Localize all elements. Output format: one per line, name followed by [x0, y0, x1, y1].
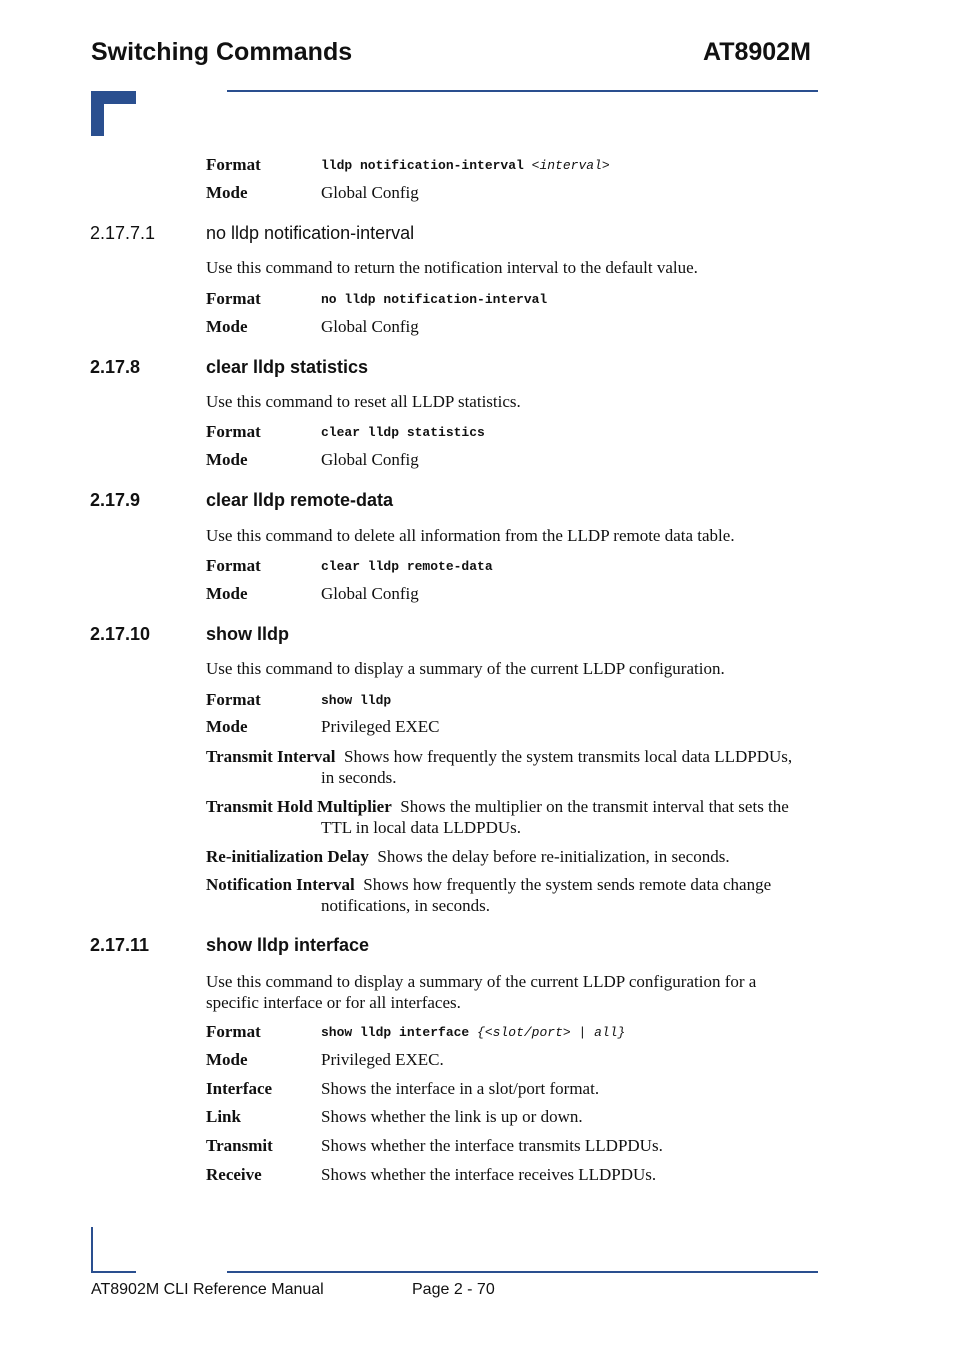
corner-mark-bottom [91, 1227, 136, 1273]
field-description: Shows the interface in a slot/port format. [321, 1079, 600, 1098]
format-label: Format [206, 556, 261, 575]
field-description: Shows the multiplier on the transmit interval that sets the [400, 797, 789, 816]
field-term: Re-initialization Delay [206, 847, 369, 866]
field-definition [206, 746, 792, 788]
mode-label: Mode [206, 317, 248, 336]
section-number: 2.17.9 [90, 490, 141, 510]
field-description-cont: TTL in local data LLDPDUs. [321, 818, 522, 837]
mode-label: Mode [206, 717, 248, 736]
format-command: clear lldp statistics [321, 425, 485, 440]
format-command: clear lldp remote-data [321, 559, 493, 574]
field-description: Shows whether the interface receives LLDPDUs. [321, 1165, 657, 1184]
field-term: Transmit Hold Multiplier [206, 797, 392, 816]
section-title: show lldp interface [206, 935, 370, 955]
field-definition [206, 846, 730, 867]
top-format-command: lldp notification-interval <interval> [321, 158, 610, 173]
mode-label: Mode [206, 450, 248, 469]
mode-value: Global Config [321, 317, 419, 336]
format-command: show lldp interface {<slot/port> | all} [321, 1025, 626, 1040]
section-title: no lldp notification-interval [206, 223, 415, 243]
field-description-cont: in seconds. [321, 768, 397, 787]
field-term-interface: Interface [206, 1079, 273, 1098]
section-description: Use this command to reset all LLDP statistics. [206, 392, 521, 411]
format-label: Format [206, 422, 261, 441]
header-rule [227, 90, 818, 92]
section-number: 2.17.10 [90, 624, 151, 644]
format-command: show lldp [321, 693, 392, 708]
section-number: 2.17.11 [90, 935, 150, 955]
field-description-cont: notifications, in seconds. [321, 896, 491, 915]
field-term: Transmit Interval [206, 747, 336, 766]
section-title: show lldp [206, 624, 289, 644]
mode-value: Privileged EXEC. [321, 1050, 444, 1069]
mode-label: Mode [206, 584, 248, 603]
field-term-link: Link [206, 1107, 241, 1126]
section-title: clear lldp remote-data [206, 490, 394, 510]
section-description: Use this command to return the notification interval to the default value. [206, 258, 698, 277]
format-label: Format [206, 1022, 261, 1041]
footer-manual-title: AT8902M CLI Reference Manual [91, 1281, 324, 1298]
section-number: 2.17.8 [90, 357, 141, 377]
field-description: Shows how frequently the system transmits local data LLDPDUs, [344, 747, 793, 766]
section-number: 2.17.7.1 [90, 223, 156, 243]
mode-value: Global Config [321, 584, 419, 603]
section-description: Use this command to delete all information from the LLDP remote data table. [206, 526, 735, 545]
field-definition [206, 874, 771, 916]
field-description: Shows whether the interface transmits LLDPDUs. [321, 1136, 663, 1155]
header-left-title: Switching Commands [91, 38, 353, 66]
section-description: Use this command to display a summary of the current LLDP configuration. [206, 659, 725, 678]
field-definition [206, 796, 789, 838]
section-description: Use this command to display a summary of the current LLDP configuration for a specific interface or for all interfaces. [206, 972, 757, 1012]
top-mode-value: Global Config [321, 183, 419, 202]
format-label: Format [206, 289, 261, 308]
header-right-title: AT8902M [703, 38, 811, 66]
footer-page-number: Page 2 - 70 [412, 1281, 495, 1298]
corner-mark-top [91, 91, 136, 136]
field-term-receive: Receive [206, 1165, 262, 1184]
mode-value: Global Config [321, 450, 419, 469]
format-label: Format [206, 690, 261, 709]
mode-label: Mode [206, 1050, 248, 1069]
field-description: Shows the delay before re-initialization, in seconds. [377, 847, 730, 866]
top-format-label: Format [206, 155, 261, 174]
format-command: no lldp notification-interval [321, 292, 548, 307]
field-term: Notification Interval [206, 875, 355, 894]
field-description: Shows whether the link is up or down. [321, 1107, 583, 1126]
field-description: Shows how frequently the system sends remote data change [363, 875, 772, 894]
field-term-transmit: Transmit [206, 1136, 273, 1155]
mode-value: Privileged EXEC [321, 717, 440, 736]
top-mode-label: Mode [206, 183, 248, 202]
section-title: clear lldp statistics [206, 357, 369, 377]
footer-rule [227, 1271, 818, 1273]
